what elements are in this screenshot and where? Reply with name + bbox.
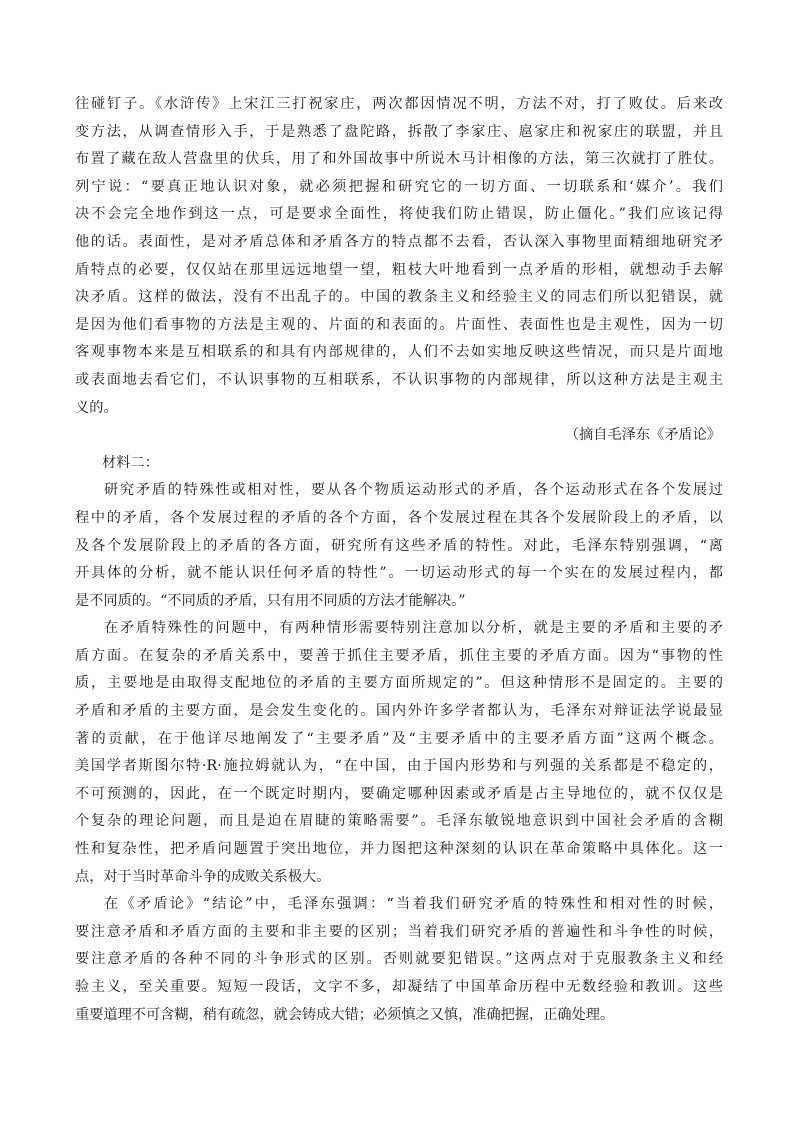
text-line: 布置了藏在敌人营盘里的伏兵，用了和外国故事中所说木马计相像的方法，第三次就打了胜仗。 (75, 151, 723, 168)
text-line: 开具体的分析，就不能认识任何矛盾的特性”。一切运动形式的每一个实在的发展过程内，都 (75, 565, 723, 582)
paragraph-3 (75, 615, 723, 891)
paragraph-4 (75, 891, 723, 1029)
paragraph-1 (75, 91, 723, 422)
text-line: 要注意矛盾和矛盾方面的主要和非主要的区别；当着我们研究矛盾的普遍性和斗争性的时候， (75, 923, 723, 940)
text-line: 性和复杂性，把矛盾问题置于突出地位，并力图把这种深刻的认识在革命策略中具体化。这一 (75, 841, 723, 858)
text-line: 变方法，从调查情形入手，于是熟悉了盘陀路，拆散了李家庄、扈家庄和祝家庄的联盟，并且 (75, 123, 723, 140)
text-line: 义的。 (75, 399, 118, 416)
text-line: 重要道理不可含糊，稍有疏忽，就会铸成大错；必须慎之又慎，准确把握，正确处理。 (75, 1006, 615, 1023)
text-line: 不可预测的，因此，在一个既定时期内，要确定哪种因素或矛盾是占主导地位的，就不仅仅是 (75, 785, 723, 802)
text-line: 盾特点的必要，仅仅站在那里远远地望一望，粗枝大叶地看到一点矛盾的形相，就想动手去解 (75, 261, 723, 278)
text-line: 质，主要地是由取得支配地位的矛盾的主要方面所规定的”。但这种情形不是固定的。主要的 (75, 675, 723, 692)
text-line: 及各个发展阶段上的矛盾的各方面，研究所有这些矛盾的特性。对此，毛泽东特别强调，“离 (75, 537, 723, 554)
text-line: 他的话。表面性，是对矛盾总体和矛盾各方的特点都不去看，否认深入事物里面精细地研究矛 (75, 233, 723, 250)
text-line: 在《矛盾论》“结论”中，毛泽东强调：“当着我们研究矛盾的特殊性和相对性的时候， (104, 896, 723, 913)
source-citation: （摘自毛泽东《矛盾论》 (564, 427, 721, 444)
text-line: 是因为他们看事物的方法是主观的、片面的和表面的。片面性、表面性也是主观性，因为一切 (75, 316, 723, 333)
text-line: 在矛盾特殊性的问题中，有两种情形需要特别注意加以分析，就是主要的矛盾和主要的矛 (104, 620, 723, 637)
text-line: 决矛盾。这样的做法，没有不出乱子的。中国的教条主义和经验主义的同志们所以犯错误，就 (75, 289, 723, 306)
text-line: 验主义，至关重要。短短一段话，文字不多，却凝结了中国革命历程中无数经验和教训。这些 (75, 979, 723, 995)
text-line: 美国学者斯图尔特·R·施拉姆就认为，“在中国，由于国内形势和与列强的关系都是不稳定的， (75, 758, 723, 775)
text-line: 决不会完全地作到这一点，可是要求全面性，将使我们防止错误，防止僵化。”我们应该记得 (75, 206, 723, 223)
material-2-label: 材料二： (102, 454, 159, 471)
text-line: 点，对于当时革命斗争的成败关系极大。 (75, 868, 331, 885)
paragraph-2 (75, 477, 723, 615)
text-line: 是不同质的。“不同质的矛盾，只有用不同质的方法才能解决。” (75, 592, 466, 609)
text-line: 要注意矛盾的各种不同的斗争形式的区别。否则就要犯错误。”这两点对于克服教条主义和经 (75, 951, 723, 968)
text-line: 程中的矛盾，各个发展过程的矛盾的各个方面，各个发展过程在其各个发展阶段上的矛盾，以 (75, 509, 723, 526)
text-line: 列宁说：“要真正地认识对象，就必须把握和研究它的一切方面、一切联系和‘媒介’。我们 (75, 178, 723, 195)
text-line: 或表面地去看它们，不认识事物的互相联系，不认识事物的内部规律，所以这种方法是主观主 (75, 371, 723, 388)
text-line: 研究矛盾的特殊性或相对性，要从各个物质运动形式的矛盾，各个运动形式在各个发展过 (104, 482, 723, 499)
text-line: 盾方面。在复杂的矛盾关系中，要善于抓住主要矛盾，抓住主要的矛盾方面。因为“事物的性 (75, 647, 723, 664)
text-line: 著的贡献，在于他详尽地阐发了“主要矛盾”及“主要矛盾中的主要矛盾方面”这两个概念。 (75, 730, 723, 747)
text-line: 个复杂的理论问题，而且是迫在眉睫的策略需要”。毛泽东敏锐地意识到中国社会矛盾的含糊 (75, 813, 723, 830)
document-page (75, 91, 723, 1029)
text-line: 往碰钉子。《水浒传》上宋江三打祝家庄，两次都因情况不明，方法不对，打了败仗。后来改 (75, 96, 723, 112)
text-line: 矛盾和矛盾的主要方面，是会发生变化的。国内外许多学者都认为，毛泽东对辩证法学说最显 (75, 703, 723, 720)
text-line: 客观事物本来是互相联系的和具有内部规律的，人们不去如实地反映这些情况，而只是片面地 (75, 344, 723, 361)
